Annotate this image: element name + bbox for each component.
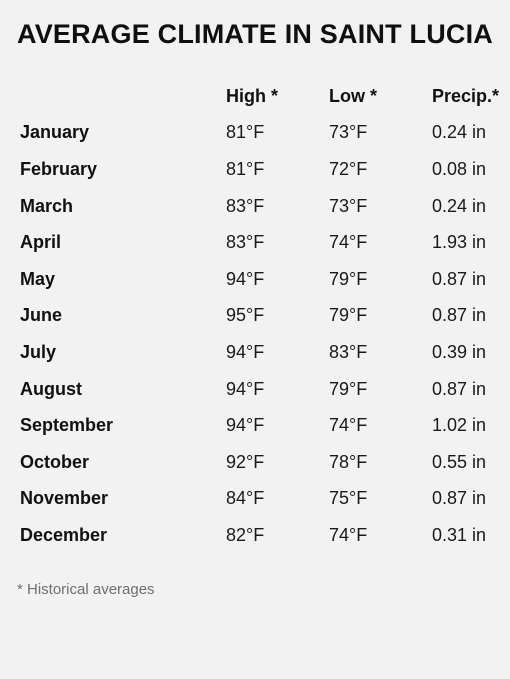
precip-cell: 1.02 in	[432, 415, 487, 436]
low-cell: 79°F	[329, 268, 368, 289]
high-cell: 94°F	[226, 341, 265, 362]
table-row	[17, 224, 503, 261]
month-cell: October	[20, 451, 90, 472]
high-cell: 83°F	[226, 232, 265, 253]
low-cell: 75°F	[329, 488, 368, 509]
table-row	[17, 334, 503, 371]
low-cell: 78°F	[329, 451, 368, 472]
table-row	[17, 481, 503, 518]
month-cell: September	[20, 415, 114, 436]
climate-table	[17, 78, 503, 554]
table-row	[17, 517, 503, 554]
climate-table-body	[17, 115, 503, 554]
high-cell: 95°F	[226, 305, 265, 326]
precip-cell: 0.87 in	[432, 305, 487, 326]
month-cell: November	[20, 488, 109, 509]
month-cell: July	[20, 341, 57, 362]
high-cell: 82°F	[226, 524, 265, 545]
high-cell: 94°F	[226, 268, 265, 289]
month-cell: May	[20, 268, 56, 289]
month-cell: March	[20, 195, 74, 216]
low-cell: 74°F	[329, 524, 368, 545]
month-cell: December	[20, 524, 108, 545]
month-cell: January	[20, 122, 90, 143]
precip-cell: 0.87 in	[432, 488, 487, 509]
low-cell: 74°F	[329, 232, 368, 253]
header-row	[17, 78, 503, 115]
precip-cell: 0.87 in	[432, 268, 487, 289]
high-cell: 83°F	[226, 195, 265, 216]
precip-cell: 1.93 in	[432, 232, 487, 253]
precip-cell: 0.08 in	[432, 158, 487, 179]
table-row	[17, 298, 503, 335]
low-cell: 74°F	[329, 415, 368, 436]
high-cell: 81°F	[226, 122, 265, 143]
precip-cell: 0.87 in	[432, 378, 487, 399]
table-row	[17, 188, 503, 225]
table-row	[17, 261, 503, 298]
high-cell: 94°F	[226, 415, 265, 436]
precip-cell: 0.31 in	[432, 524, 487, 545]
high-cell: 92°F	[226, 451, 265, 472]
month-cell: August	[20, 378, 82, 399]
low-cell: 73°F	[329, 195, 368, 216]
table-row	[17, 151, 503, 188]
page-title: AVERAGE CLIMATE IN SAINT LUCIA	[17, 19, 493, 49]
table-row	[17, 371, 503, 408]
low-cell: 73°F	[329, 122, 368, 143]
climate-table-header	[17, 78, 503, 115]
month-cell: April	[20, 232, 62, 253]
high-cell: 94°F	[226, 378, 265, 399]
header-precip: Precip.*	[432, 85, 500, 106]
precip-cell: 0.24 in	[432, 122, 487, 143]
low-cell: 79°F	[329, 378, 368, 399]
precip-cell: 0.24 in	[432, 195, 487, 216]
month-cell: February	[20, 158, 98, 179]
historical-averages-footnote: * Historical averages	[17, 581, 155, 598]
low-cell: 72°F	[329, 158, 368, 179]
low-cell: 79°F	[329, 305, 368, 326]
month-cell: June	[20, 305, 63, 326]
high-cell: 84°F	[226, 488, 265, 509]
low-cell: 83°F	[329, 341, 368, 362]
table-row	[17, 115, 503, 152]
precip-cell: 0.55 in	[432, 451, 487, 472]
header-high: High *	[226, 85, 278, 106]
precip-cell: 0.39 in	[432, 341, 487, 362]
header-month	[17, 78, 226, 115]
table-row	[17, 407, 503, 444]
high-cell: 81°F	[226, 158, 265, 179]
header-low: Low *	[329, 85, 377, 106]
table-row	[17, 444, 503, 481]
